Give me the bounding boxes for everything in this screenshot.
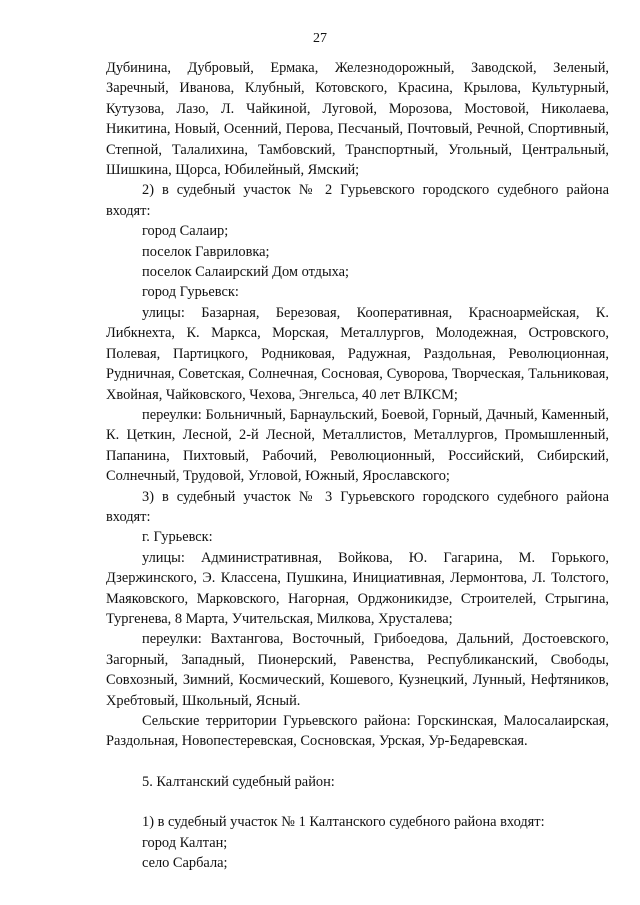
locality-guryevsk: город Гурьевск:: [142, 284, 239, 301]
document-body: [106, 58, 609, 873]
district-3-city: г. Гурьевск:: [142, 529, 213, 546]
district-3-streets: улицы: Административная, Войкова, Ю. Гагарина, М. Горького, Дзержинского, Э. Классена, Пушкина, Инициативная, Лермонтова, Л. Толстого, Маяковского, Марковского, Нагорная, Орджоникидзе, Строителей, Стрыгина, Тургенева, 8 Марта, Учительская, Милкова, Хрусталева;: [106, 549, 609, 627]
locality-kaltan: город Калтан;: [142, 834, 228, 851]
streets-list-continuation: Дубинина, Дубровый, Ермака, Железнодорожный, Заводской, Зеленый, Заречный, Иванова, Клубный, Котовского, Красина, Крылова, Культурный, Кутузова, Лазо, Л. Чайкиной, Луговой, Морозова, Мостовой, Николаева, Никитина, Новый, Осенний, Перова, Песчаный, Почтовый, Речной, Спортивный, Степной, Талалихина, Тамбовский, Транспортный, Угольный, Центральный, Шишкина, Щорса, Юбилейный, Ямский;: [106, 60, 609, 179]
locality-salair: город Салаир;: [142, 223, 229, 240]
locality-gavrilovka: поселок Гавриловка;: [142, 243, 270, 260]
district-2-heading: 2) в судебный участок № 2 Гурьевского городского судебного района входят:: [106, 182, 609, 219]
rural-territories: Сельские территории Гурьевского района: Горскинская, Малосалаирская, Раздольная, Новопестеревская, Сосновская, Урская, Ур-Бедаревская.: [106, 713, 609, 750]
section-heading-kaltan: 5. Калтанский судебный район:: [142, 773, 335, 790]
district-3-lanes: переулки: Вахтангова, Восточный, Грибоедова, Дальний, Достоевского, Загорный, Западный, Пионерский, Равенства, Республиканский, Свободы, Совхозный, Зимний, Космический, Кошевого, Кузнецкий, Лунный, Нефтяников, Хребтовый, Школьный, Ясный.: [106, 631, 609, 709]
district-2-lanes: переулки: Больничный, Барнаульский, Боевой, Горный, Дачный, Каменный, К. Цеткин, Лесной, 2-й Лесной, Металлистов, Металлургов, Промышленный, Папанина, Пихтовый, Рабочий, Революционный, Российский, Сибирский, Солнечный, Трудовой, Угловой, Южный, Ярославского;: [106, 406, 609, 485]
locality-salair-dom-otdykha: поселок Салаирский Дом отдыха;: [142, 264, 350, 281]
district-3-heading: 3) в судебный участок № 3 Гурьевского городского судебного района входят:: [106, 488, 609, 525]
page-number: 27: [313, 31, 327, 46]
district-2-streets: улицы: Базарная, Березовая, Кооперативная, Красноармейская, К. Либкнехта, К. Маркса, Морская, Металлургов, Молодежная, Островского, Полевая, Партицкого, Родниковая, Радужная, Раздольная, Революционная, Рудничная, Советская, Солнечная, Сосновая, Суворова, Творческая, Тальниковая, Хвойная, Чайковского, Чехова, Энгельса, 40 лет ВЛКСМ;: [106, 304, 609, 403]
locality-sarbala: село Сарбала;: [142, 855, 228, 872]
kaltan-district-1-heading: 1) в судебный участок № 1 Калтанского судебного района входят:: [142, 814, 545, 831]
